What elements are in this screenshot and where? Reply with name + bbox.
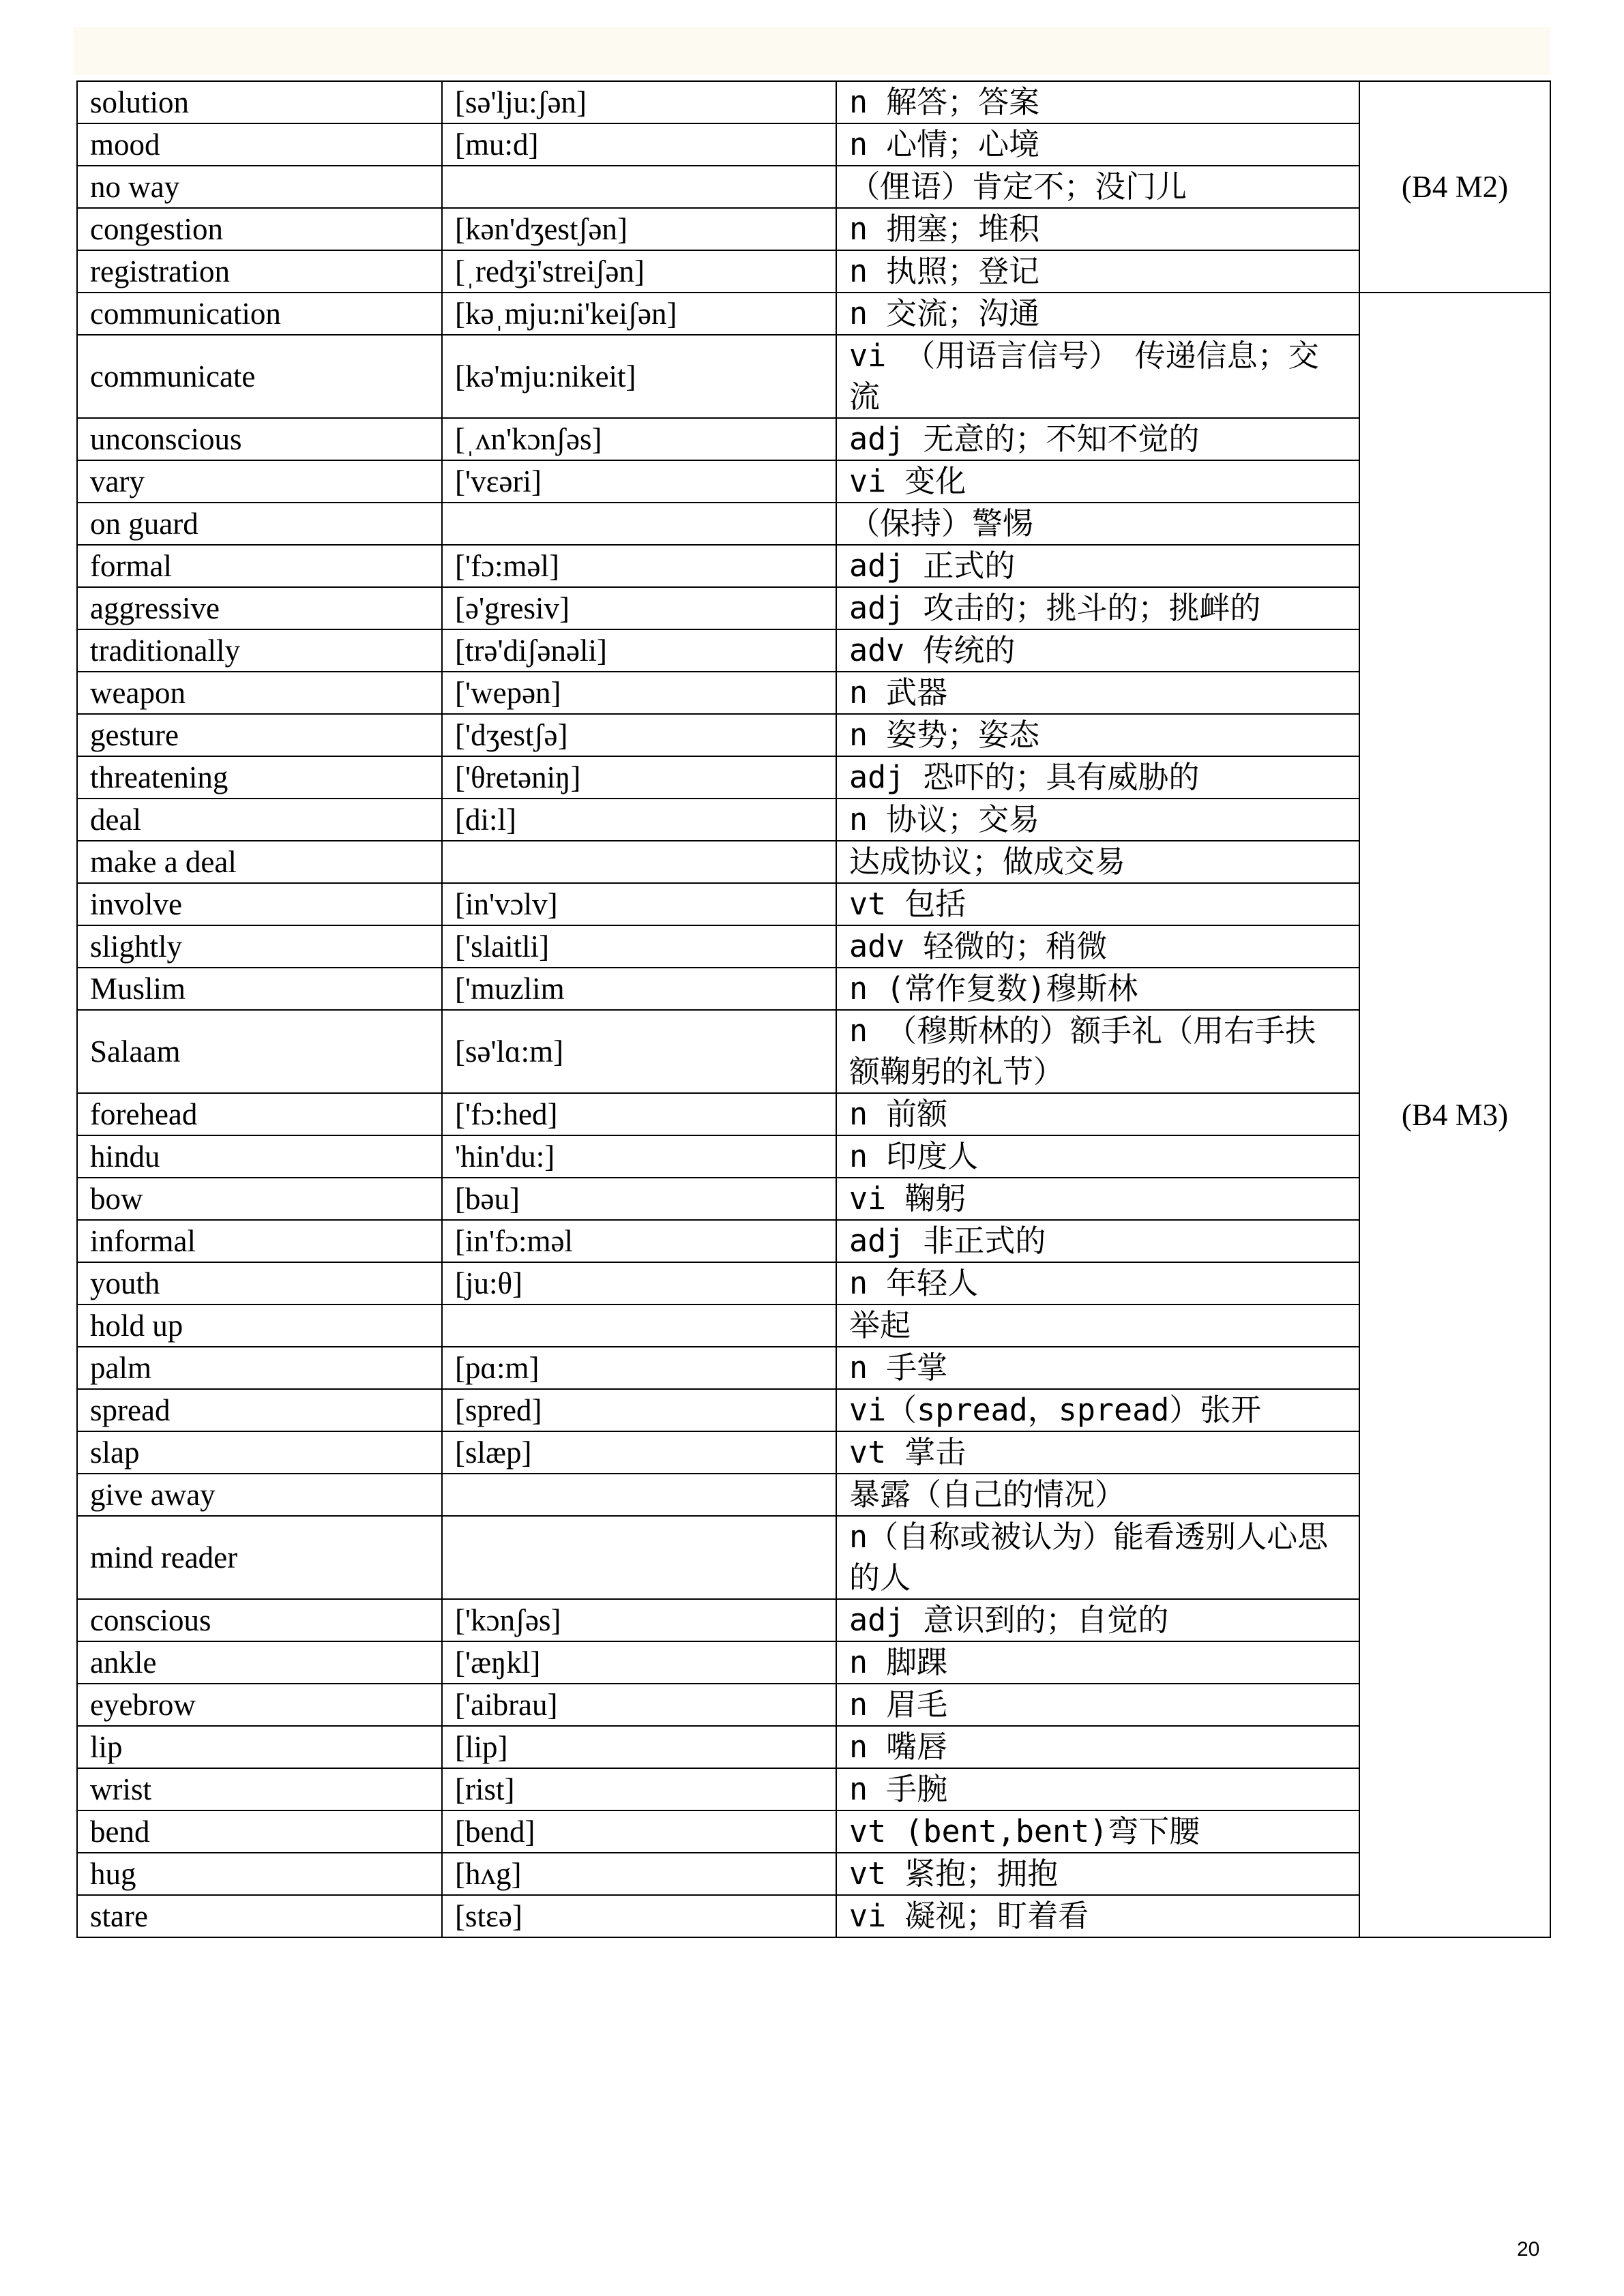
- table-row: [77, 460, 1550, 503]
- word-cell: communication: [77, 293, 442, 335]
- word-cell: solution: [77, 81, 442, 123]
- definition-cell: n 心情；心境: [836, 123, 1359, 166]
- table-row: [77, 1220, 1550, 1262]
- word-cell: congestion: [77, 208, 442, 250]
- word-cell: give away: [77, 1474, 442, 1516]
- table-row: [77, 1810, 1550, 1853]
- definition-cell: n 前额: [836, 1093, 1359, 1135]
- word-cell: bend: [77, 1810, 442, 1853]
- table-row: [77, 841, 1550, 883]
- table-row: [77, 883, 1550, 925]
- definition-cell: n (常作复数)穆斯林: [836, 968, 1359, 1010]
- table-row: [77, 1178, 1550, 1220]
- ipa-cell: [in'vɔlv]: [442, 883, 836, 925]
- definition-cell: 举起: [836, 1304, 1359, 1347]
- word-cell: bow: [77, 1178, 442, 1220]
- word-cell: eyebrow: [77, 1684, 442, 1726]
- ipa-cell: [in'fɔ:məl: [442, 1220, 836, 1262]
- table-row: [77, 545, 1550, 587]
- word-cell: on guard: [77, 503, 442, 545]
- definition-cell: adj 非正式的: [836, 1220, 1359, 1262]
- table-row: [77, 208, 1550, 250]
- table-row: [77, 1389, 1550, 1431]
- ipa-cell: [bend]: [442, 1810, 836, 1853]
- table-row: [77, 1010, 1550, 1093]
- word-cell: slightly: [77, 925, 442, 968]
- definition-cell: n 交流；沟通: [836, 293, 1359, 335]
- ipa-cell: [bəu]: [442, 1178, 836, 1220]
- ipa-cell: [442, 841, 836, 883]
- table-row: [77, 166, 1550, 208]
- ipa-cell: ['muzlim: [442, 968, 836, 1010]
- word-cell: slap: [77, 1431, 442, 1474]
- table-row: [77, 503, 1550, 545]
- ipa-cell: [hʌg]: [442, 1853, 836, 1895]
- definition-cell: vi 鞠躬: [836, 1178, 1359, 1220]
- word-cell: mind reader: [77, 1516, 442, 1599]
- table-row: [77, 123, 1550, 166]
- ipa-cell: ['fɔ:məl]: [442, 545, 836, 587]
- word-cell: deal: [77, 799, 442, 841]
- word-cell: registration: [77, 250, 442, 293]
- word-cell: unconscious: [77, 418, 442, 460]
- ipa-cell: [ju:θ]: [442, 1262, 836, 1304]
- word-cell: formal: [77, 545, 442, 587]
- word-cell: hold up: [77, 1304, 442, 1347]
- module-cell: (B4 M2): [1359, 81, 1550, 293]
- ipa-cell: [pɑ:m]: [442, 1347, 836, 1389]
- definition-cell: n 眉毛: [836, 1684, 1359, 1726]
- ipa-cell: [di:l]: [442, 799, 836, 841]
- definition-cell: n 印度人: [836, 1135, 1359, 1178]
- word-cell: vary: [77, 460, 442, 503]
- table-row: [77, 1641, 1550, 1684]
- ipa-cell: ['θretəniŋ]: [442, 756, 836, 799]
- header-band: [74, 27, 1550, 75]
- ipa-cell: ['vɛəri]: [442, 460, 836, 503]
- ipa-cell: [sə'lju:ʃən]: [442, 81, 836, 123]
- ipa-cell: [ˌredʒi'streiʃən]: [442, 250, 836, 293]
- ipa-cell: ['fɔ:hed]: [442, 1093, 836, 1135]
- table-row: [77, 1304, 1550, 1347]
- definition-cell: n 年轻人: [836, 1262, 1359, 1304]
- word-cell: spread: [77, 1389, 442, 1431]
- ipa-cell: [ə'gresiv]: [442, 587, 836, 629]
- definition-cell: n 手掌: [836, 1347, 1359, 1389]
- definition-cell: n （穆斯林的）额手礼（用右手扶额鞠躬的礼节）: [836, 1010, 1359, 1093]
- ipa-cell: [rist]: [442, 1768, 836, 1810]
- word-cell: informal: [77, 1220, 442, 1262]
- definition-cell: n 解答；答案: [836, 81, 1359, 123]
- table-row: [77, 756, 1550, 799]
- table-row: [77, 1599, 1550, 1641]
- ipa-cell: ['aibrau]: [442, 1684, 836, 1726]
- ipa-cell: [442, 1304, 836, 1347]
- definition-cell: adv 传统的: [836, 629, 1359, 672]
- table-row: [77, 1347, 1550, 1389]
- definition-cell: n 嘴唇: [836, 1726, 1359, 1768]
- definition-cell: adj 恐吓的；具有威胁的: [836, 756, 1359, 799]
- vocabulary-table-body: [77, 81, 1550, 1937]
- ipa-cell: [spred]: [442, 1389, 836, 1431]
- definition-cell: vt 紧抱；拥抱: [836, 1853, 1359, 1895]
- ipa-cell: [442, 503, 836, 545]
- table-row: [77, 1768, 1550, 1810]
- word-cell: no way: [77, 166, 442, 208]
- table-row: [77, 1474, 1550, 1516]
- word-cell: communicate: [77, 335, 442, 418]
- page-number: 20: [1517, 2238, 1540, 2261]
- word-cell: youth: [77, 1262, 442, 1304]
- word-cell: aggressive: [77, 587, 442, 629]
- table-row: [77, 587, 1550, 629]
- module-cell: (B4 M3): [1359, 293, 1550, 1937]
- word-cell: make a deal: [77, 841, 442, 883]
- word-cell: involve: [77, 883, 442, 925]
- table-row: [77, 1726, 1550, 1768]
- word-cell: palm: [77, 1347, 442, 1389]
- ipa-cell: [sə'lɑ:m]: [442, 1010, 836, 1093]
- definition-cell: 暴露（自己的情况）: [836, 1474, 1359, 1516]
- word-cell: weapon: [77, 672, 442, 714]
- definition-cell: vi 变化: [836, 460, 1359, 503]
- ipa-cell: [442, 166, 836, 208]
- table-row: [77, 1431, 1550, 1474]
- table-row: [77, 418, 1550, 460]
- table-row: [77, 968, 1550, 1010]
- definition-cell: （俚语）肯定不；没门儿: [836, 166, 1359, 208]
- word-cell: lip: [77, 1726, 442, 1768]
- definition-cell: n 武器: [836, 672, 1359, 714]
- word-cell: forehead: [77, 1093, 442, 1135]
- ipa-cell: ['kɔnʃəs]: [442, 1599, 836, 1641]
- table-row: [77, 629, 1550, 672]
- table-row: [77, 1895, 1550, 1937]
- definition-cell: n 姿势；姿态: [836, 714, 1359, 756]
- word-cell: conscious: [77, 1599, 442, 1641]
- definition-cell: （保持）警惕: [836, 503, 1359, 545]
- ipa-cell: [ˌʌn'kɔnʃəs]: [442, 418, 836, 460]
- word-cell: traditionally: [77, 629, 442, 672]
- ipa-cell: [442, 1474, 836, 1516]
- ipa-cell: [kə'mju:nikeit]: [442, 335, 836, 418]
- ipa-cell: [kən'dʒestʃən]: [442, 208, 836, 250]
- definition-cell: vt (bent,bent)弯下腰: [836, 1810, 1359, 1853]
- ipa-cell: [mu:d]: [442, 123, 836, 166]
- definition-cell: n 协议；交易: [836, 799, 1359, 841]
- definition-cell: adj 意识到的；自觉的: [836, 1599, 1359, 1641]
- table-row: [77, 1135, 1550, 1178]
- word-cell: gesture: [77, 714, 442, 756]
- word-cell: mood: [77, 123, 442, 166]
- word-cell: wrist: [77, 1768, 442, 1810]
- definition-cell: adj 攻击的；挑斗的；挑衅的: [836, 587, 1359, 629]
- vocabulary-table: [76, 80, 1551, 1938]
- table-row: [77, 335, 1550, 418]
- table-row: [77, 799, 1550, 841]
- definition-cell: n 脚踝: [836, 1641, 1359, 1684]
- ipa-cell: ['slaitli]: [442, 925, 836, 968]
- table-row: [77, 1684, 1550, 1726]
- ipa-cell: [stɛə]: [442, 1895, 836, 1937]
- definition-cell: adj 正式的: [836, 545, 1359, 587]
- definition-cell: n 手腕: [836, 1768, 1359, 1810]
- definition-cell: vt 包括: [836, 883, 1359, 925]
- ipa-cell: [trə'diʃənəli]: [442, 629, 836, 672]
- definition-cell: vi （用语言信号） 传递信息；交流: [836, 335, 1359, 418]
- word-cell: hug: [77, 1853, 442, 1895]
- ipa-cell: ['wepən]: [442, 672, 836, 714]
- ipa-cell: ['dʒestʃə]: [442, 714, 836, 756]
- word-cell: Salaam: [77, 1010, 442, 1093]
- table-row: [77, 81, 1550, 123]
- table-row: [77, 293, 1550, 335]
- word-cell: hindu: [77, 1135, 442, 1178]
- table-row: [77, 672, 1550, 714]
- table-row: [77, 250, 1550, 293]
- ipa-cell: [442, 1516, 836, 1599]
- word-cell: ankle: [77, 1641, 442, 1684]
- definition-cell: adj 无意的；不知不觉的: [836, 418, 1359, 460]
- word-cell: Muslim: [77, 968, 442, 1010]
- table-row: [77, 1516, 1550, 1599]
- ipa-cell: [kəˌmju:ni'keiʃən]: [442, 293, 836, 335]
- definition-cell: 达成协议；做成交易: [836, 841, 1359, 883]
- table-row: [77, 1093, 1550, 1135]
- table-row: [77, 925, 1550, 968]
- definition-cell: vi 凝视；盯着看: [836, 1895, 1359, 1937]
- definition-cell: vi（spread，spread）张开: [836, 1389, 1359, 1431]
- ipa-cell: [lip]: [442, 1726, 836, 1768]
- table-row: [77, 1262, 1550, 1304]
- definition-cell: n（自称或被认为）能看透别人心思的人: [836, 1516, 1359, 1599]
- ipa-cell: ['æŋkl]: [442, 1641, 836, 1684]
- ipa-cell: [slæp]: [442, 1431, 836, 1474]
- definition-cell: n 执照；登记: [836, 250, 1359, 293]
- ipa-cell: 'hin'du:]: [442, 1135, 836, 1178]
- table-row: [77, 714, 1550, 756]
- word-cell: threatening: [77, 756, 442, 799]
- definition-cell: vt 掌击: [836, 1431, 1359, 1474]
- word-cell: stare: [77, 1895, 442, 1937]
- table-row: [77, 1853, 1550, 1895]
- definition-cell: n 拥塞；堆积: [836, 208, 1359, 250]
- definition-cell: adv 轻微的；稍微: [836, 925, 1359, 968]
